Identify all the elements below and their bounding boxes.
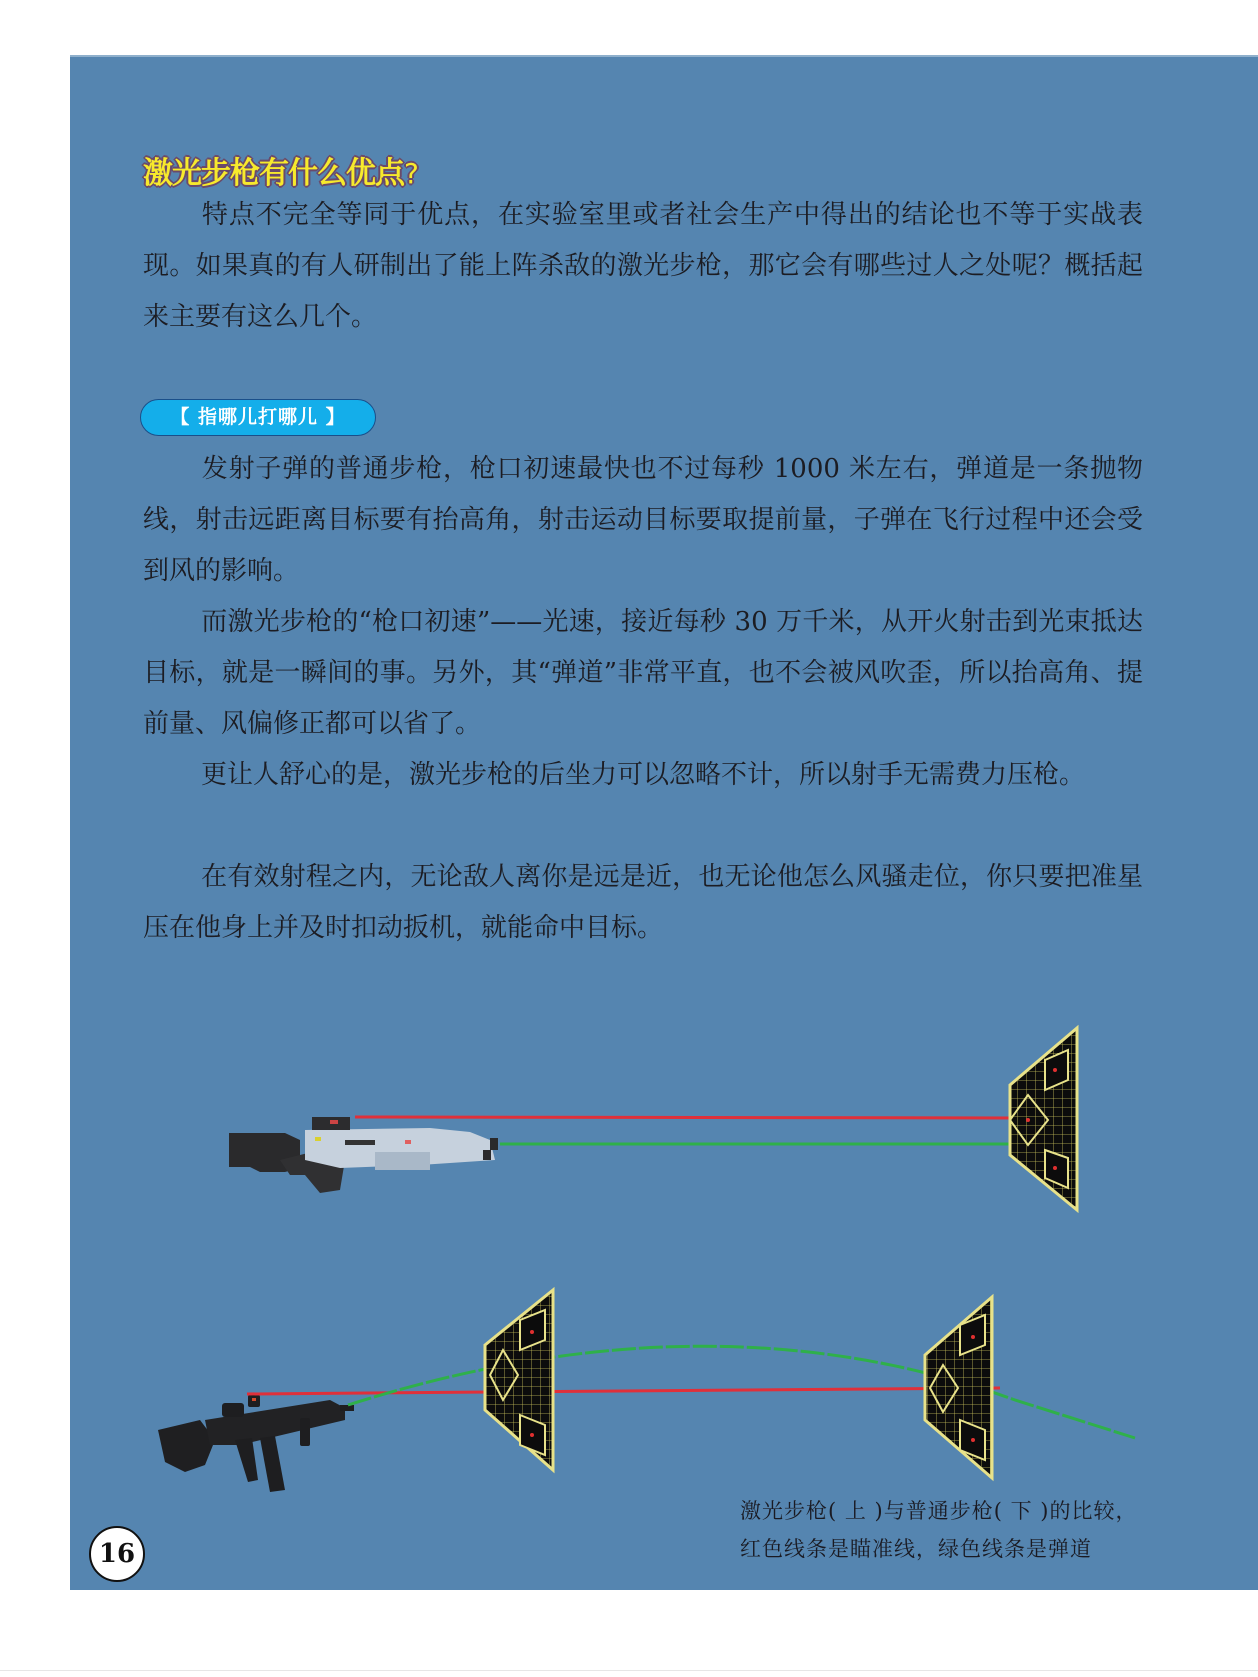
- section-title-text: 激光步枪有什么优点: [143, 156, 404, 191]
- caption-line-2: 红色线条是瞄准线，绿色线条是弹道: [740, 1537, 1092, 1561]
- section-title: [143, 148, 418, 192]
- target-icon-far: [925, 1297, 992, 1478]
- caption-line-1: 激光步枪( 上 )与普通步枪( 下 )的比较，: [740, 1499, 1138, 1523]
- rifle-comparison-illustration: [70, 1000, 1258, 1520]
- section-title-question-mark: ?: [404, 157, 418, 190]
- body-paragraph-2: 而激光步枪的“枪口初速”——光速，接近每秒 30 万千米，从开火射击到光束抵达目标，就是一瞬间的事。另外，其“弹道”非常平直，也不会被风吹歪，所以抬高角、提前量、风偏修正都可以省了。: [143, 607, 1143, 739]
- page-edge-divider: [0, 1670, 1258, 1671]
- target-icon-near: [485, 1290, 553, 1470]
- figure-caption: [740, 1492, 1160, 1568]
- laser-rifle-icon: [229, 1117, 498, 1193]
- target-icon-top: [1010, 1028, 1077, 1210]
- conventional-rifle-icon: [158, 1395, 354, 1492]
- body-paragraph-1: 发射子弹的普通步枪，枪口初速最快也不过每秒 1000 米左右，弹道是一条抛物线，射击远距离目标要有抬高角，射击运动目标要取提前量，子弹在飞行过程中还会受到风的影响。: [143, 454, 1143, 586]
- intro-paragraph: 特点不完全等同于优点，在实验室里或者社会生产中得出的结论也不等于实战表现。如果真的有人研制出了能上阵杀敌的激光步枪，那它会有哪些过人之处呢？概括起来主要有这么几个。: [143, 200, 1143, 332]
- page-number: 16: [89, 1526, 145, 1582]
- body-paragraph-4: 在有效射程之内，无论敌人离你是远是近，也无论他怎么风骚走位，你只要把准星压在他身上并及时扣动扳机，就能命中目标。: [143, 862, 1143, 943]
- aim-line-bottom: [247, 1388, 1000, 1394]
- body-paragraph-3: 更让人舒心的是，激光步枪的后坐力可以忽略不计，所以射手无需费力压枪。: [201, 760, 1086, 790]
- aim-line-top: [355, 1117, 1022, 1118]
- subsection-tag: 【 指哪儿打哪儿 】: [140, 399, 376, 436]
